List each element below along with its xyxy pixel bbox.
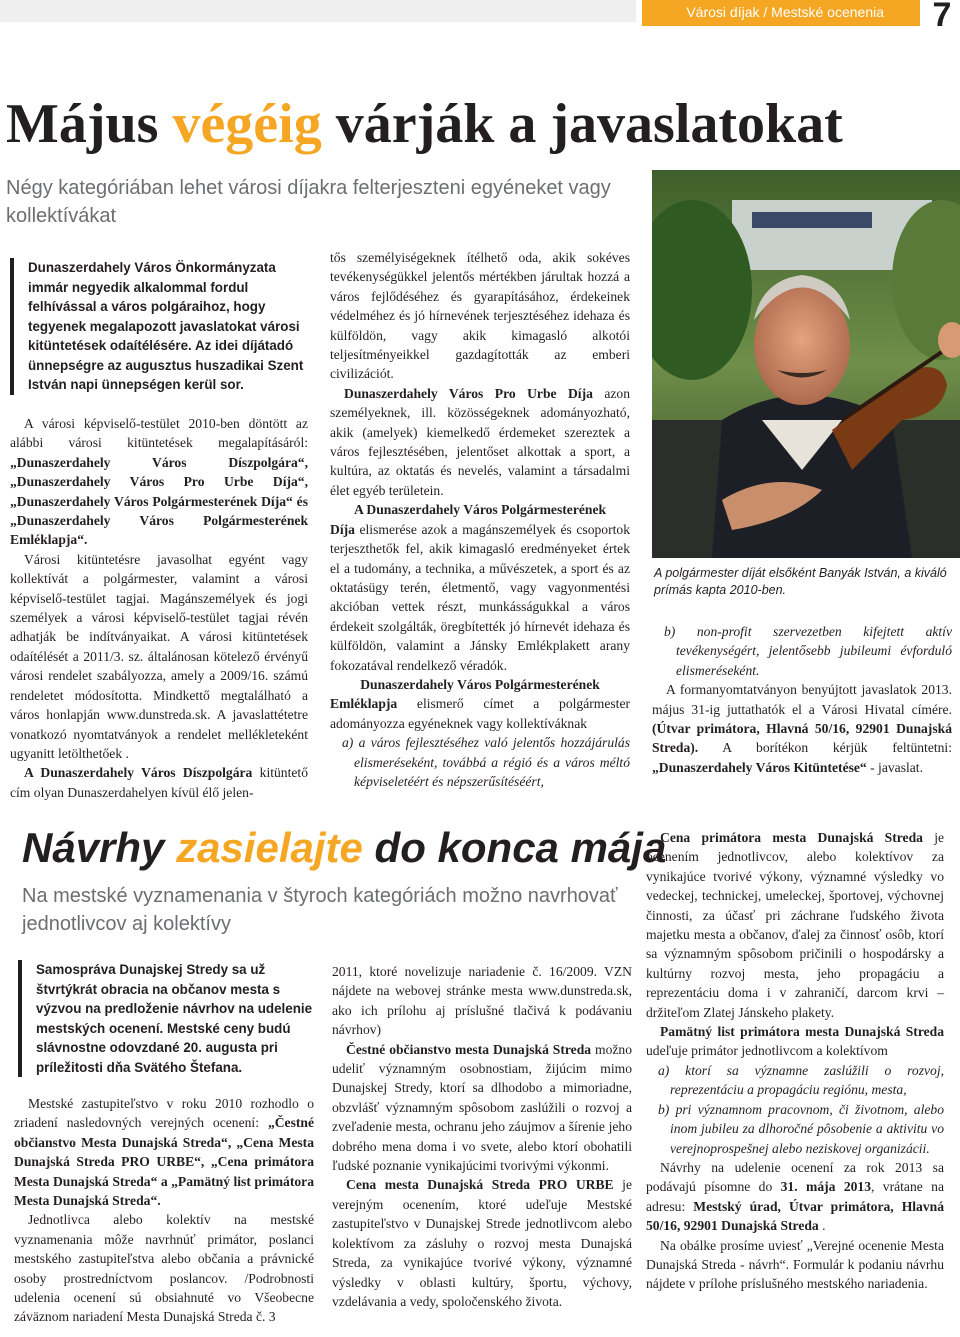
hu-col2-p2-text: azon személyeknek, ill. közösségeknek adományozható, akik (amelyek) kiemelkedő érdemeket szereztek a város fejlesztésében, jelentőset alkottak a sport, a kultúra, az oktatás és nevelés, valamint a társadalmi élet egyéb területein. [330, 385, 630, 498]
sk-headline [22, 824, 667, 872]
hu-col2-p4-text: elismerő címet a polgármester adományozza egyéneknek vagy kollektíváknak [330, 696, 630, 731]
sk-col3-p3-text: Návrhy na udelenie ocenení za rok 2013 sa podávajú písomne do [646, 1159, 944, 1195]
hu-col2-p4-head [330, 675, 630, 694]
photo-caption: A polgármester díját elsőként Banyák István, a kiváló prímás kapta 2010-ben. [654, 566, 947, 597]
sk-award-pro-urbe: Cena mesta Dunajská Streda PRO URBE [346, 1177, 614, 1193]
sk-lead-text: Samospráva Dunajskej Stredy sa už štvrtýkrát obracia na občanov mesta s výzvou na predloženie návrhov na udelenie mestských ocenení. Mestské ceny budú slávnostne odovzdané 20. augusta pri príležitosti dňa Svätého Štefana. [36, 962, 313, 1075]
hu-col3-p1-text: A formanyomtatványon benyújtott javaslatok 2013. május 31-ig juttathatók el a Városi Hivatal címére. [652, 682, 952, 717]
hu-col1-p2: Városi kitüntetésre javasolhat egyént vagy kollektívát a polgármester, valamint a városi képviselő-testület tagjai. Magánszemélyek és jogi személyek a városi képviselő-testület tagjai révén adhatják be indítványaikat. A városi kitüntetések odaítélését a 2011/3. sz. általánosan kötelező érvényű városi rendelet szabályozza, amely a 2009/16. számú rendeletet módosította. Mindkettő megtalálható a város honlapján www.dunstreda.sk. A javaslattétetre vonatkozó nyomtatványok a rendelet mellékleteként ugyanitt letölthetőek . [10, 551, 308, 761]
sk-award-pamatny-list: Pamätný list primátora mesta Dunajská Streda [660, 1024, 944, 1040]
sk-col2-p2-text: možno udeliť významným osobnostiam, žijúcim mimo Dunajskej Stredy, ktorí sa dlhodobo a mimoriadne, obzvlášť významným spôsobom zaslúžili o rozvoj a zveľadenie mesta, ochranu jeho záujmov a šírenie jeho dobrého mena doma i vo svete, alebo ktorí obohatili ľudské poznanie vynikajúcimi tvorivými výkonmi. [332, 1041, 632, 1174]
hu-award-diszpolgar: A Dunaszerdahely Város Díszpolgára [24, 765, 253, 781]
hu-headline-pre: Május [6, 93, 173, 155]
sk-award-cestne: Čestné občianstvo mesta Dunajská Streda [346, 1041, 592, 1057]
hu-award-pro-urbe: Dunaszerdahely Város Pro Urbe Díja [344, 385, 593, 401]
hu-headline-accent: végéig [172, 93, 322, 155]
hu-col3-list-b: b) non-profit szervezetben kifejtett aktív tevékenységért, jelentősebb jubileumi évforduló elismeréseként. [664, 624, 952, 678]
sk-col3-p3 [646, 1158, 944, 1236]
sk-col3-p2 [646, 1022, 944, 1061]
sk-col1-p1-text: Mestské zastupiteľstvo v roku 2010 rozhodlo o zriadení nasledovných verejných ocenení: [14, 1096, 314, 1131]
sk-col2-p3-text: je verejným ocenením, ktoré udeľuje Mestské zastupiteľstvo v Dunajskej Strede jednotlivcom alebo kolektívom za zásluhy o rozvoj mesta Dunajská Streda, za vynikajúce tvorivé výkony, významné výsledky v oblasti kultúry, športu, výchovy, vzdelávania a vedy, spoločenského života. [332, 1177, 632, 1309]
violinist-photo-graphic [652, 170, 960, 558]
hu-column-2 [330, 248, 630, 791]
sk-headline-pre: Návrhy [22, 824, 177, 871]
section-label: Városi díjak / Mestské ocenenia [686, 4, 884, 20]
sk-award-primator: Cena primátora mesta Dunajská Streda [660, 830, 923, 845]
hu-lead [10, 258, 310, 395]
sk-deadline: 31. mája 2013 [780, 1179, 872, 1195]
hu-col2-list-a: a) a város fejlesztéséhez való jelentős hozzájárulás elismeréseként, továbbá a régió és a város méltó képviseletéért és népszerűsítéséért, [342, 735, 630, 789]
hu-column-1 [10, 414, 308, 802]
sk-col2-p1: 2011, ktoré novelizuje nariadenie č. 16/2009. VZN nájdete na webovej stránke mesta www.dunstreda.sk, ako ich prílohu aj príslušné tlačivá k podávaniu návrhov) [332, 964, 632, 1038]
sk-col1-p2: Jednotlivca alebo kolektív na mestské vyznamenania môže navrhnúť primátor, poslanci mestského zastupiteľstva alebo občania a právnické osoby prostredníctvom poslancov. /Podrobnosti udelenia ocenení sú obsiahnuté vo Všeobecne záväznom nariadení Mesta Dunajská Streda č. 3 [14, 1212, 314, 1325]
header-strip [0, 0, 636, 22]
sk-col3-p2-text: udeľuje primátor jednotlivcom a kolektívom [646, 1043, 888, 1059]
hu-col1-p1 [10, 414, 308, 550]
hu-col2-p3 [330, 520, 630, 675]
sk-col2-p2 [332, 1040, 632, 1176]
hu-award-polgarmester-head: A Dunaszerdahely Város Polgármesterének [353, 502, 607, 518]
sk-col3-list-b: b) pri významnom pracovnom, či životnom, alebo inom jubileu za dlhoročné pôsobenie a aktivitu vo verejnoprospešnej alebo neziskovej organizácii. [658, 1101, 944, 1156]
sk-headline-accent: zasielajte [176, 824, 363, 871]
sk-lead [18, 960, 318, 1077]
sk-col3-list-a: a) ktorí sa významne zaslúžili o rozvoj, reprezentáciu a propagáciu regiónu, mesta, [658, 1062, 944, 1098]
hu-col3-p1 [652, 680, 952, 777]
hu-subtitle: Négy kategóriában lehet városi díjakra felterjeszteni egyéneket vagy kollektívákat [6, 177, 611, 227]
sk-col3-p3-text-c: . [818, 1218, 826, 1234]
sk-headline-post: do konca mája [362, 824, 667, 871]
hu-column-3 [652, 622, 952, 777]
sk-col3-p4: Na obálke prosíme uviesť „Verejné ocenenie Mesta Dunajská Streda - návrh“. Formulár k podaniu návrhu nájdete v prílohe príslušného mestského nariadenia. [646, 1237, 944, 1292]
sk-subtitle: Na mestské vyznamenania v štyroch kategóriách možno navrhovať jednotlivcov aj kolektívy [22, 885, 618, 935]
hu-lead-text: Dunaszerdahely Város Önkormányzata immár negyedik alkalommal fordul felhívással a város polgáraihoz, hogy tegyenek megalapozott javaslatokat városi kitüntetések odaítélésére. Az idei díjátadó ünnepségre az augusztus huszadikai Szent István napi ünnepségen kerül sor. [28, 260, 304, 392]
sk-column-1 [14, 1094, 314, 1327]
hu-headline-post: várják a javaslatokat [321, 93, 843, 155]
sk-col3-p3-text-b: , vrátane na adresu: [646, 1179, 944, 1214]
hu-award-emleklap-head: Dunaszerdahely Város Polgármesterének [360, 676, 600, 692]
page-number: 7 [932, 0, 952, 34]
hu-col2-p4 [330, 694, 630, 733]
hu-col1-p3 [10, 763, 308, 802]
hu-col3-p1-text-b: A borítékon kérjük feltüntetni: [698, 740, 952, 756]
hu-col2-p3-head [330, 500, 630, 519]
hu-col2-p3-text: elismerése azok a magánszemélyek és csoportok terjeszthetők fel, akik kimagasló eredményeket értek el a tudomány, a technika, a művészetek, a sport és az oktatásügy terén, életmentő, vagy vagyonmentési akcióban vettek részt, munkásságukkal a város érdekeit szolgálták, öregbítették jó hírnevét idehaza és külföldön, valamint a Jánsky Emlékplakett arany fokozatával rendelkező véradók. [330, 521, 630, 673]
hu-col2-p2 [330, 384, 630, 500]
hu-award-polgarmester: Díja [330, 521, 355, 537]
hu-headline [6, 92, 954, 156]
hu-col1-p1-text: A városi képviselő-testület 2010-ben döntött az alábbi városi kitüntetések megalapításáról: [10, 416, 308, 451]
hu-col2-p1: tős személyiségeknek ítélhető oda, akik sokéves tevékenységükkel jelentős mértékben járultak hozzá a város fejlődéséhez és gyarapításához, érdekeinek védelméhez és jó hírnevének terjesztéséhez idehaza és külföldön, vagy akik kimagasló alkotói teljesítményeikkel gazdagították az emberi civilizációt. [330, 250, 630, 382]
hu-address: (Útvar primátora, Hlavná 50/16, 92901 Dunajská Streda). [652, 721, 952, 756]
sk-column-3 [646, 828, 944, 1294]
sk-address: Mestský úrad, Útvar primátora, Hlavná 50/16, 92901 Dunajská Streda [646, 1198, 945, 1234]
hu-col3-p1-text-c: - javaslat. [866, 759, 923, 775]
hu-envelope-label: „Dunaszerdahely Város Kitüntetése“ [652, 759, 867, 775]
hu-award-emleklap: Emléklapja [330, 696, 398, 712]
hu-col1-p3-text: kitüntető cím olyan Dunaszerdahelyen kívül élő jelen- [10, 765, 308, 800]
hu-award-list: „Dunaszerdahely Város Díszpolgára“, „Dunaszerdahely Város Pro Urbe Díja“, „Dunaszerdahely Város Polgármesterének Díja“ és „Dunaszerdahely Város Polgármesterének Emléklapja“. [10, 454, 308, 548]
sk-col1-p1 [14, 1094, 314, 1210]
sk-col3-p1 [646, 828, 944, 1022]
violinist-photo [652, 170, 960, 558]
sk-col3-p1-text: je ocenením jednotlivcov, alebo kolektívov za vynikajúce tvorivé výkony, významné výsledky vo vedeckej, technickej, umeleckej, športovej, výchovnej činnosti, za účasť pri záchrane ľudského života majetku mesta a občanov, ďalej za činnosť osôb, ktorí sa významným spôsobom pričinili o hospodársky a kultúrny rozvoj mesta, jeho propagáciu a reprezentáciu doma i v zahraničí, darcom krvi – držiteľom Zlatej Jánskeho plakety. [646, 830, 944, 1020]
sk-col2-p3 [332, 1175, 632, 1311]
sk-award-list: „Čestné občianstvo Mesta Dunajská Streda“, „Cena Mesta Dunajská Streda PRO URBE“, „Cena primátora Mesta Dunajská Streda“ a „Pamätný list primátora Mesta Dunajská Streda“. [14, 1115, 314, 1209]
sk-column-2 [332, 962, 632, 1311]
section-header [642, 0, 920, 26]
